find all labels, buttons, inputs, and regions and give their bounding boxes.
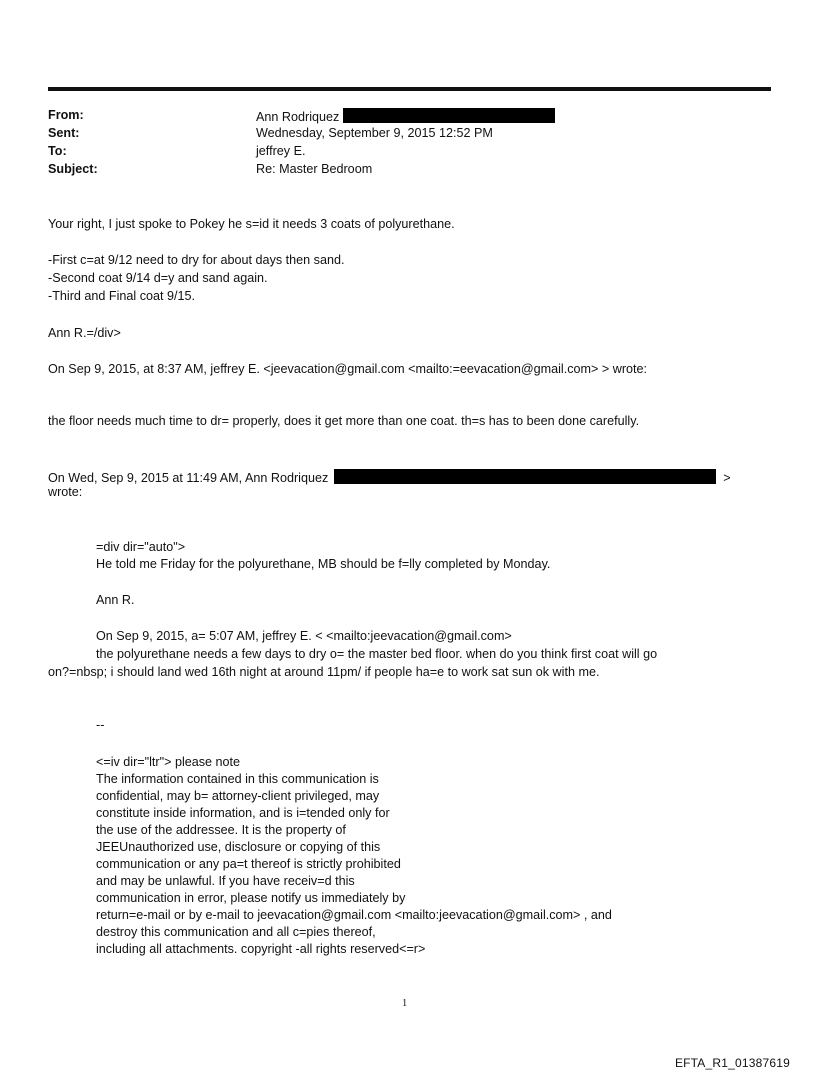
disclaimer-line: the use of the addressee. It is the property of — [96, 823, 346, 837]
disclaimer-line: communication or any pa=t thereof is strictly prohibited — [96, 857, 401, 871]
document-id: EFTA_R1_01387619 — [674, 1056, 790, 1070]
body-line: Your right, I just spoke to Pokey he s=id it needs 3 coats of polyurethane. — [48, 217, 455, 231]
disclaimer-line: and may be unlawful. If you have receiv=d this — [96, 874, 355, 888]
subject-row — [48, 162, 768, 180]
subject-label: Subject: — [48, 162, 98, 176]
quoted-header-bracket: > — [723, 471, 731, 485]
disclaimer-line: including all attachments. copyright -all rights reserved<=r> — [96, 942, 426, 956]
body-line: -Second coat 9/14 d=y and sand again. — [48, 271, 268, 285]
body-line: He told me Friday for the polyurethane, MB should be f=lly completed by Monday. — [96, 557, 551, 571]
email-header — [48, 108, 768, 180]
disclaimer-line: <=iv dir="ltr"> please note — [96, 755, 241, 769]
body-line: the polyurethane needs a few days to dry o= the master bed floor. when do you think first coat will go — [96, 647, 658, 661]
body-line: =div dir="auto"> — [96, 540, 186, 554]
body-line: on?=nbsp; i should land wed 16th night at around 11pm/ if people ha=e to work sat sun ok with me. — [48, 665, 600, 679]
subject-value: Re: Master Bedroom — [256, 162, 373, 176]
from-row — [48, 108, 768, 126]
quoted-header-wrote: wrote: — [48, 485, 83, 499]
to-row — [48, 144, 768, 162]
disclaimer-line: communication in error, please notify us immediately by — [96, 891, 406, 905]
disclaimer-line: destroy this communication and all c=pies thereof, — [96, 925, 376, 939]
signature-separator: -- — [96, 718, 105, 732]
body-line: -First c=at 9/12 need to dry for about days then sand. — [48, 253, 345, 267]
body-line: the floor needs much time to dr= properly, does it get more than one coat. th=s has to been done carefully. — [48, 414, 640, 428]
redaction-bar — [334, 469, 716, 484]
body-line: Ann R.=/div> — [48, 326, 121, 340]
sender-name: Ann Rodriquez — [256, 110, 340, 124]
header-divider — [48, 87, 771, 91]
to-label: To: — [48, 144, 67, 158]
body-line: -Third and Final coat 9/15. — [48, 289, 196, 303]
body-line: Ann R. — [96, 593, 135, 607]
disclaimer-line: constitute inside information, and is i=tended only for — [96, 806, 390, 820]
sent-label: Sent: — [48, 126, 80, 140]
redaction-bar — [343, 108, 555, 123]
to-value: jeffrey E. — [256, 144, 306, 158]
disclaimer-line: confidential, may b= attorney-client privileged, may — [96, 789, 380, 803]
disclaimer-line: return=e-mail or by e-mail to jeevacation@gmail.com <mailto:jeevacation@gmail.com> , and — [96, 908, 612, 922]
quoted-header: On Sep 9, 2015, a= 5:07 AM, jeffrey E. < <mailto:jeevacation@gmail.com> — [96, 629, 512, 643]
quoted-header-text: On Wed, Sep 9, 2015 at 11:49 AM, Ann Rodriquez — [48, 471, 329, 485]
from-label: From: — [48, 108, 84, 122]
sent-row — [48, 126, 768, 144]
page-number: 1 — [402, 998, 408, 1009]
from-value — [256, 108, 555, 125]
quoted-header: On Sep 9, 2015, at 8:37 AM, jeffrey E. <jeevacation@gmail.com <mailto:=eevacation@gmail.com> > wrote: — [48, 362, 648, 376]
disclaimer-line: The information contained in this communication is — [96, 772, 379, 786]
sent-value: Wednesday, September 9, 2015 12:52 PM — [256, 126, 493, 140]
quoted-header — [48, 469, 731, 486]
disclaimer-line: JEEUnauthorized use, disclosure or copying of this — [96, 840, 381, 854]
